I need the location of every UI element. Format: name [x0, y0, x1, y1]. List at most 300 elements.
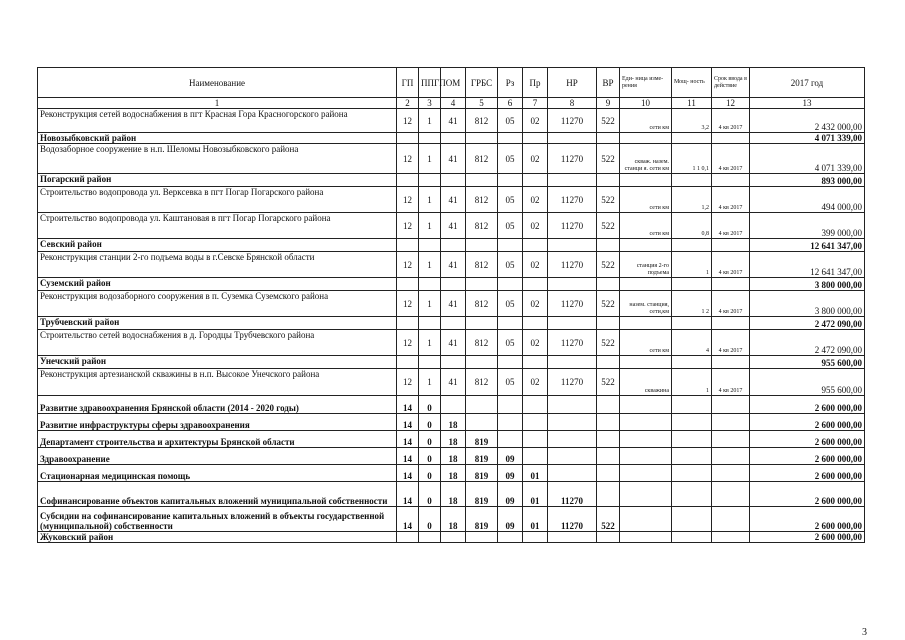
cell-vr: 522	[597, 252, 620, 278]
cell-sum: 399 000,00	[750, 213, 865, 239]
cell-gp: 14	[397, 431, 419, 448]
cell-ppgp	[419, 278, 441, 291]
col-num: 12	[712, 98, 750, 109]
cell-power: 1	[672, 369, 712, 396]
cell-rz	[498, 356, 523, 369]
cell-vr: 522	[597, 369, 620, 396]
cell-nr	[548, 174, 597, 187]
cell-gp	[397, 356, 419, 369]
table-row	[38, 213, 865, 239]
cell-gp: 14	[397, 482, 419, 507]
cell-vr	[597, 317, 620, 330]
cell-rz: 05	[498, 213, 523, 239]
header-pr: Пр	[523, 68, 548, 98]
cell-sum: 12 641 347,00	[750, 252, 865, 278]
cell-unit: скваж. назем. станци я. сети км	[620, 144, 672, 174]
cell-om: 41	[441, 291, 466, 317]
cell-power	[672, 133, 712, 144]
cell-ppgp	[419, 239, 441, 252]
cell-gp: 12	[397, 213, 419, 239]
cell-power: 1	[672, 252, 712, 278]
cell-unit: скважина	[620, 369, 672, 396]
row-name: Субсидии на софинансирование капитальных вложений в объекты государственной (муниципальной) собственности	[38, 507, 397, 532]
cell-unit	[620, 239, 672, 252]
cell-vr	[597, 482, 620, 507]
col-num: 1	[38, 98, 397, 109]
cell-grbs: 819	[466, 507, 498, 532]
cell-nr: 11270	[548, 109, 597, 133]
cell-gp: 12	[397, 187, 419, 213]
cell-grbs: 812	[466, 144, 498, 174]
row-name: Департамент строительства и архитектуры Брянской области	[38, 431, 397, 448]
cell-rz: 05	[498, 144, 523, 174]
cell-unit	[620, 532, 672, 543]
cell-gp	[397, 239, 419, 252]
cell-unit: станция 2-го подъема	[620, 252, 672, 278]
cell-sum: 893 000,00	[750, 174, 865, 187]
cell-gp: 14	[397, 448, 419, 465]
cell-nr	[548, 356, 597, 369]
cell-sum: 2 600 000,00	[750, 482, 865, 507]
cell-ppgp: 1	[419, 252, 441, 278]
cell-vr: 522	[597, 291, 620, 317]
row-name: Погарский район	[38, 174, 397, 187]
cell-pr: 02	[523, 109, 548, 133]
cell-ppgp: 0	[419, 431, 441, 448]
cell-pr	[523, 396, 548, 414]
row-name: Здравоохранение	[38, 448, 397, 465]
cell-om: 18	[441, 465, 466, 482]
cell-term	[712, 532, 750, 543]
cell-grbs: 812	[466, 187, 498, 213]
row-name: Водозаборное сооружение в н.п. Шеломы Новозыбковского района	[38, 144, 397, 174]
cell-unit: сети км	[620, 187, 672, 213]
cell-sum: 2 600 000,00	[750, 507, 865, 532]
cell-nr	[548, 317, 597, 330]
cell-power: 3,2	[672, 109, 712, 133]
cell-power	[672, 448, 712, 465]
table-row	[38, 239, 865, 252]
cell-vr	[597, 448, 620, 465]
table-row	[38, 369, 865, 396]
table-row	[38, 291, 865, 317]
cell-term: 4 кв 2017	[712, 144, 750, 174]
cell-gp: 14	[397, 396, 419, 414]
cell-rz	[498, 396, 523, 414]
cell-grbs: 812	[466, 109, 498, 133]
cell-sum: 955 600,00	[750, 356, 865, 369]
row-name: Строительство сетей водоснабжения в д. Городцы Трубчевского района	[38, 330, 397, 356]
cell-nr	[548, 465, 597, 482]
cell-gp: 14	[397, 465, 419, 482]
row-name: Реконструкция сетей водоснабжения в пгт Красная Гора Красногорского района	[38, 109, 397, 133]
cell-om	[441, 174, 466, 187]
cell-term	[712, 278, 750, 291]
table-row	[38, 356, 865, 369]
row-name: Развитие инфраструктуры сферы здравоохранения	[38, 414, 397, 431]
cell-om: 18	[441, 448, 466, 465]
cell-om: 18	[441, 482, 466, 507]
cell-term	[712, 133, 750, 144]
table-row	[38, 252, 865, 278]
cell-term: 4 кв 2017	[712, 213, 750, 239]
col-num: 2	[397, 98, 419, 109]
cell-pr: 02	[523, 291, 548, 317]
cell-gp	[397, 133, 419, 144]
cell-om: 41	[441, 213, 466, 239]
cell-ppgp	[419, 133, 441, 144]
cell-pr: 01	[523, 482, 548, 507]
cell-ppgp	[419, 317, 441, 330]
cell-nr	[548, 414, 597, 431]
cell-grbs: 812	[466, 369, 498, 396]
row-name: Стационарная медицинская помощь	[38, 465, 397, 482]
cell-nr: 11270	[548, 507, 597, 532]
cell-pr: 02	[523, 330, 548, 356]
cell-vr	[597, 396, 620, 414]
row-name: Унечский район	[38, 356, 397, 369]
cell-om: 18	[441, 507, 466, 532]
cell-power	[672, 317, 712, 330]
row-name: Трубчевский район	[38, 317, 397, 330]
cell-rz: 09	[498, 507, 523, 532]
cell-pr: 01	[523, 465, 548, 482]
cell-gp: 12	[397, 109, 419, 133]
cell-sum: 12 641 347,00	[750, 239, 865, 252]
col-num: 6	[498, 98, 523, 109]
cell-nr	[548, 396, 597, 414]
cell-unit	[620, 465, 672, 482]
cell-unit	[620, 414, 672, 431]
cell-unit	[620, 396, 672, 414]
header-grbs: ГРБС	[466, 68, 498, 98]
table-row	[38, 532, 865, 543]
cell-gp: 12	[397, 291, 419, 317]
cell-term	[712, 396, 750, 414]
cell-nr	[548, 431, 597, 448]
cell-vr	[597, 414, 620, 431]
cell-om	[441, 356, 466, 369]
cell-pr	[523, 239, 548, 252]
cell-pr: 01	[523, 507, 548, 532]
cell-gp: 12	[397, 369, 419, 396]
cell-ppgp: 1	[419, 144, 441, 174]
cell-vr: 522	[597, 109, 620, 133]
row-name: Суземский район	[38, 278, 397, 291]
cell-vr	[597, 356, 620, 369]
cell-ppgp	[419, 356, 441, 369]
cell-gp	[397, 174, 419, 187]
cell-grbs: 819	[466, 465, 498, 482]
cell-grbs	[466, 278, 498, 291]
table-row	[38, 109, 865, 133]
col-num: 5	[466, 98, 498, 109]
cell-power	[672, 396, 712, 414]
cell-om: 41	[441, 187, 466, 213]
cell-gp: 12	[397, 144, 419, 174]
col-num: 11	[672, 98, 712, 109]
cell-grbs	[466, 317, 498, 330]
cell-om	[441, 239, 466, 252]
cell-pr: 02	[523, 187, 548, 213]
table-row	[38, 482, 865, 507]
cell-grbs	[466, 133, 498, 144]
cell-sum: 2 600 000,00	[750, 532, 865, 543]
cell-vr	[597, 174, 620, 187]
cell-term: 4 кв 2017	[712, 187, 750, 213]
cell-nr: 11270	[548, 369, 597, 396]
cell-term: 4 кв 2017	[712, 369, 750, 396]
cell-vr: 522	[597, 187, 620, 213]
row-name: Новозыбковский район	[38, 133, 397, 144]
cell-sum: 4 071 339,00	[750, 133, 865, 144]
cell-unit	[620, 317, 672, 330]
cell-power	[672, 532, 712, 543]
cell-rz: 09	[498, 448, 523, 465]
cell-rz	[498, 278, 523, 291]
cell-term: 4 кв 2017	[712, 252, 750, 278]
cell-term	[712, 174, 750, 187]
row-name: Севский район	[38, 239, 397, 252]
cell-unit	[620, 482, 672, 507]
table-row	[38, 507, 865, 532]
cell-unit	[620, 431, 672, 448]
cell-pr	[523, 414, 548, 431]
cell-nr: 11270	[548, 482, 597, 507]
cell-vr	[597, 239, 620, 252]
cell-rz	[498, 133, 523, 144]
table-row	[38, 396, 865, 414]
cell-term	[712, 414, 750, 431]
row-name: Реконструкция станции 2-го подъема воды в г.Севске Брянской области	[38, 252, 397, 278]
cell-nr	[548, 133, 597, 144]
cell-ppgp	[419, 532, 441, 543]
cell-term	[712, 431, 750, 448]
cell-pr	[523, 448, 548, 465]
cell-unit: назем. станция, сети,км	[620, 291, 672, 317]
cell-rz	[498, 317, 523, 330]
table-row	[38, 448, 865, 465]
cell-rz	[498, 174, 523, 187]
table-row	[38, 187, 865, 213]
cell-sum: 2 600 000,00	[750, 396, 865, 414]
cell-power: 1 1 0,1	[672, 144, 712, 174]
cell-rz: 05	[498, 330, 523, 356]
cell-grbs: 819	[466, 448, 498, 465]
cell-power: 1,2	[672, 187, 712, 213]
header-year: 2017 год	[750, 68, 865, 98]
cell-term	[712, 239, 750, 252]
cell-grbs: 819	[466, 482, 498, 507]
cell-om	[441, 278, 466, 291]
cell-pr: 02	[523, 213, 548, 239]
cell-power	[672, 507, 712, 532]
cell-om	[441, 532, 466, 543]
cell-grbs: 819	[466, 431, 498, 448]
cell-power	[672, 278, 712, 291]
cell-ppgp: 1	[419, 369, 441, 396]
cell-om: 41	[441, 330, 466, 356]
cell-nr: 11270	[548, 330, 597, 356]
cell-pr: 02	[523, 144, 548, 174]
cell-pr	[523, 356, 548, 369]
cell-rz: 05	[498, 291, 523, 317]
cell-vr	[597, 431, 620, 448]
cell-nr: 11270	[548, 187, 597, 213]
cell-unit	[620, 448, 672, 465]
cell-sum: 4 071 339,00	[750, 144, 865, 174]
row-name: Жуковский район	[38, 532, 397, 543]
cell-grbs: 812	[466, 330, 498, 356]
cell-om	[441, 396, 466, 414]
cell-unit	[620, 174, 672, 187]
row-name: Реконструкция водозаборного сооружения в п. Суземка Суземского района	[38, 291, 397, 317]
cell-sum: 2 472 090,00	[750, 330, 865, 356]
cell-term	[712, 317, 750, 330]
cell-power: 1 2	[672, 291, 712, 317]
row-name: Строительство водопровода ул. Верксевка в пгт Погар Погарского района	[38, 187, 397, 213]
cell-power	[672, 431, 712, 448]
cell-nr: 11270	[548, 252, 597, 278]
cell-om	[441, 317, 466, 330]
cell-ppgp: 0	[419, 465, 441, 482]
header-power: Мощ- ность	[672, 68, 712, 98]
cell-rz: 05	[498, 252, 523, 278]
cell-pr	[523, 278, 548, 291]
table-row	[38, 414, 865, 431]
cell-term	[712, 356, 750, 369]
cell-term: 4 кв 2017	[712, 291, 750, 317]
cell-grbs: 812	[466, 291, 498, 317]
table-row	[38, 465, 865, 482]
cell-unit: сети км	[620, 330, 672, 356]
header-name: Наименование	[38, 68, 397, 98]
row-name: Софинансирование объектов капитальных вложений муниципальной собственности	[38, 482, 397, 507]
cell-ppgp: 1	[419, 291, 441, 317]
cell-ppgp: 1	[419, 109, 441, 133]
cell-om: 41	[441, 369, 466, 396]
cell-om: 41	[441, 144, 466, 174]
row-name: Реконструкция артезианской скважины в н.п. Высокое Унечского района	[38, 369, 397, 396]
table-row	[38, 144, 865, 174]
cell-pr	[523, 532, 548, 543]
cell-ppgp: 0	[419, 507, 441, 532]
cell-vr	[597, 133, 620, 144]
col-num: 8	[548, 98, 597, 109]
cell-power: 4	[672, 330, 712, 356]
table-row	[38, 133, 865, 144]
cell-power	[672, 414, 712, 431]
cell-grbs: 812	[466, 213, 498, 239]
cell-rz	[498, 414, 523, 431]
cell-term	[712, 448, 750, 465]
cell-unit: сети км	[620, 109, 672, 133]
cell-term: 4 кв 2017	[712, 109, 750, 133]
cell-om: 18	[441, 431, 466, 448]
cell-sum: 494 000,00	[750, 187, 865, 213]
cell-rz: 05	[498, 369, 523, 396]
cell-nr: 11270	[548, 291, 597, 317]
cell-ppgp: 1	[419, 330, 441, 356]
cell-pr: 02	[523, 252, 548, 278]
header-gp: ГП	[397, 68, 419, 98]
cell-sum: 2 600 000,00	[750, 465, 865, 482]
cell-power	[672, 465, 712, 482]
cell-grbs	[466, 239, 498, 252]
cell-power	[672, 239, 712, 252]
cell-grbs	[466, 532, 498, 543]
budget-table	[37, 67, 865, 543]
cell-ppgp: 1	[419, 187, 441, 213]
cell-sum: 955 600,00	[750, 369, 865, 396]
cell-ppgp: 0	[419, 396, 441, 414]
cell-rz	[498, 239, 523, 252]
cell-term: 4 кв 2017	[712, 330, 750, 356]
cell-sum: 3 800 000,00	[750, 278, 865, 291]
cell-om: 18	[441, 414, 466, 431]
header-ppgp: ППГП	[419, 68, 441, 98]
cell-gp: 12	[397, 252, 419, 278]
cell-vr: 522	[597, 330, 620, 356]
cell-vr	[597, 465, 620, 482]
cell-grbs	[466, 356, 498, 369]
header-om: ОМ	[441, 68, 466, 98]
column-number-row	[38, 98, 865, 109]
cell-vr: 522	[597, 507, 620, 532]
cell-nr: 11270	[548, 213, 597, 239]
header-row	[38, 68, 865, 98]
cell-gp: 14	[397, 507, 419, 532]
cell-nr: 11270	[548, 144, 597, 174]
cell-grbs	[466, 414, 498, 431]
header-unit: Еди- ница изме- рения	[620, 68, 672, 98]
cell-sum: 2 432 000,00	[750, 109, 865, 133]
cell-power: 0,8	[672, 213, 712, 239]
col-num: 4	[441, 98, 466, 109]
cell-term	[712, 507, 750, 532]
cell-vr: 522	[597, 144, 620, 174]
table-row	[38, 278, 865, 291]
cell-grbs: 812	[466, 252, 498, 278]
cell-grbs	[466, 396, 498, 414]
page-number: 3	[862, 627, 867, 638]
cell-nr	[548, 448, 597, 465]
col-num: 9	[597, 98, 620, 109]
row-name: Строительство водопровода ул. Каштановая в пгт Погар Погарского района	[38, 213, 397, 239]
cell-rz: 05	[498, 187, 523, 213]
cell-term	[712, 465, 750, 482]
cell-rz: 09	[498, 465, 523, 482]
cell-rz: 09	[498, 482, 523, 507]
cell-sum: 2 600 000,00	[750, 431, 865, 448]
header-rz: Рз	[498, 68, 523, 98]
cell-unit	[620, 133, 672, 144]
table-row	[38, 174, 865, 187]
header-nr: НР	[548, 68, 597, 98]
cell-pr	[523, 133, 548, 144]
cell-pr	[523, 431, 548, 448]
cell-unit	[620, 507, 672, 532]
cell-unit: сети км	[620, 213, 672, 239]
cell-ppgp: 1	[419, 213, 441, 239]
cell-sum: 2 472 090,00	[750, 317, 865, 330]
cell-pr	[523, 317, 548, 330]
cell-gp	[397, 317, 419, 330]
table-row	[38, 431, 865, 448]
cell-sum: 2 600 000,00	[750, 414, 865, 431]
cell-vr	[597, 278, 620, 291]
cell-unit	[620, 356, 672, 369]
